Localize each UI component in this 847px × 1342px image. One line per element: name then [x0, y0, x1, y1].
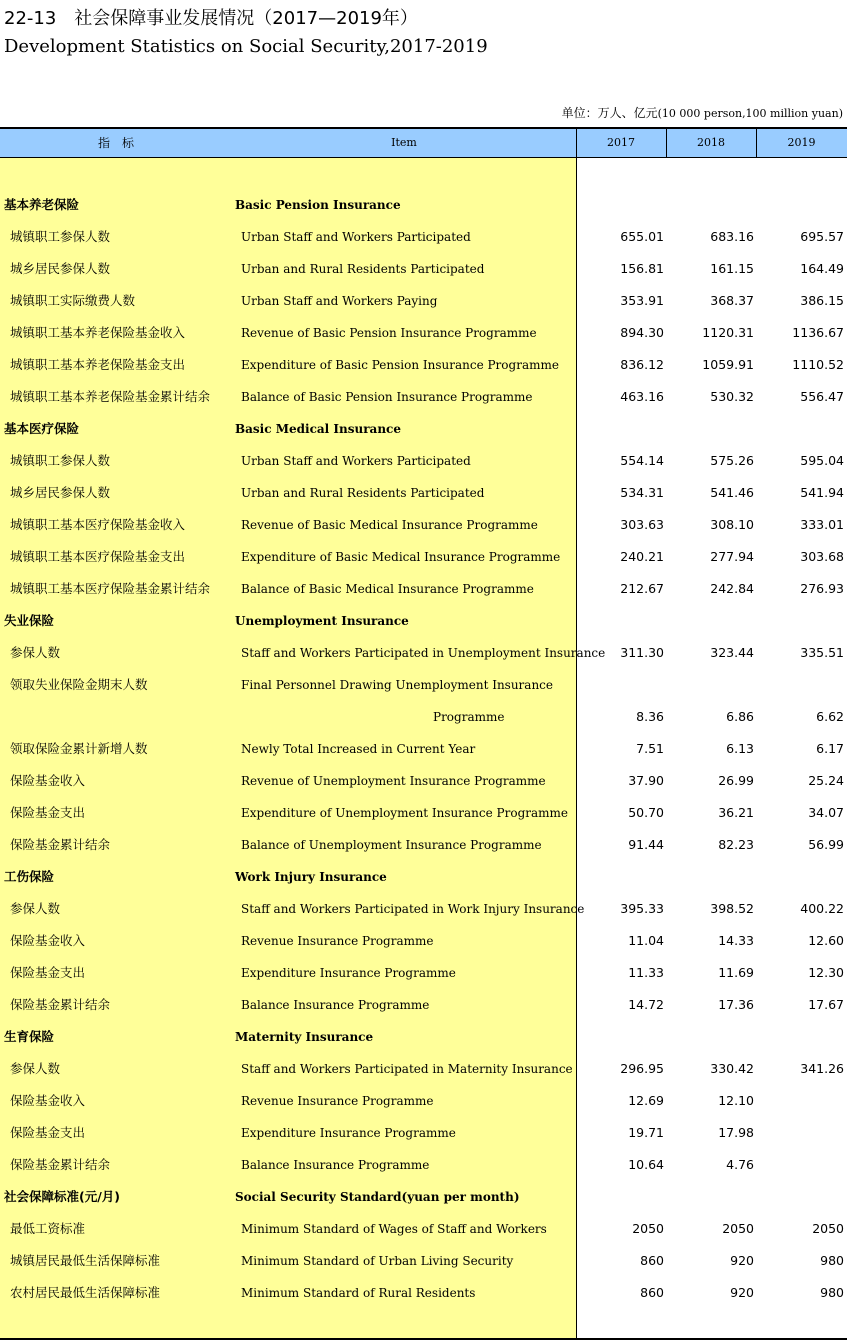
value-2019: 6.17 [816, 741, 844, 756]
section-label-zh: 生育保险 [4, 1029, 55, 1044]
table-row [0, 989, 847, 1021]
row-label-en: Final Personnel Drawing Unemployment Insurance [241, 678, 553, 692]
value-2019 [764, 861, 844, 893]
row-label-zh: 城乡居民参保人数 [10, 261, 111, 276]
value-2017: 353.91 [620, 293, 664, 308]
section-label-zh: 工伤保险 [4, 869, 55, 884]
value-2019: 12.60 [808, 933, 844, 948]
table-row [0, 1277, 847, 1309]
value-2017 [584, 189, 664, 221]
row-label-zh: 农村居民最低生活保障标准 [10, 1285, 161, 1300]
value-2018 [674, 861, 754, 893]
row-label-en: Expenditure of Basic Medical Insurance Programme [241, 550, 561, 564]
row-label-en: Staff and Workers Participated in Maternity Insurance [241, 1062, 573, 1076]
value-2019: 695.57 [800, 229, 844, 244]
row-label-zh: 城镇职工参保人数 [10, 229, 111, 244]
row-label-en: Balance Insurance Programme [241, 1158, 430, 1172]
value-2017: 303.63 [620, 517, 664, 532]
header-year-2019: 2019 [787, 136, 816, 149]
header-year-2017: 2017 [607, 136, 635, 149]
value-2019: 17.67 [808, 997, 844, 1012]
row-label-en: Revenue Insurance Programme [241, 1094, 434, 1108]
value-2019: 1110.52 [792, 357, 844, 372]
row-label-zh: 城镇职工参保人数 [10, 453, 111, 468]
value-2018: 12.10 [718, 1093, 754, 1108]
header-indicator: 指 标 [97, 136, 134, 150]
value-2018: 277.94 [710, 549, 754, 564]
row-label-zh: 保险基金收入 [10, 773, 86, 788]
value-2018: 26.99 [718, 773, 754, 788]
value-2018: 82.23 [718, 837, 754, 852]
table-row [0, 349, 847, 381]
row-label-zh: 领取保险金累计新增人数 [10, 741, 148, 756]
statistics-table [0, 127, 847, 1340]
section-label-en: Unemployment Insurance [235, 614, 409, 628]
row-label-en: Urban Staff and Workers Participated [241, 454, 471, 468]
row-label-zh: 参保人数 [10, 1061, 61, 1076]
value-2019 [764, 1181, 844, 1213]
value-2018 [674, 1181, 754, 1213]
row-label-en: Expenditure Insurance Programme [241, 966, 456, 980]
value-2017: 212.67 [620, 581, 664, 596]
section-row [0, 861, 847, 893]
table-row [0, 1245, 847, 1277]
value-2017: 395.33 [620, 901, 664, 916]
row-label-en: Urban and Rural Residents Participated [241, 486, 485, 500]
table-row [0, 893, 847, 925]
table-row [0, 317, 847, 349]
table-row [0, 797, 847, 829]
value-2018: 330.42 [710, 1061, 754, 1076]
value-2019: 556.47 [800, 389, 844, 404]
row-label-zh: 参保人数 [10, 645, 61, 660]
value-2017: 7.51 [636, 741, 664, 756]
section-label-zh: 失业保险 [4, 613, 55, 628]
header-item: Item [391, 136, 417, 149]
value-2018: 323.44 [710, 645, 754, 660]
table-title-en: Development Statistics on Social Security,2017-2019 [4, 36, 488, 57]
value-2017 [584, 669, 664, 701]
value-2018: 1120.31 [702, 325, 754, 340]
row-label-zh: 领取失业保险金期末人数 [10, 677, 148, 692]
value-2019 [764, 1117, 844, 1149]
value-2017 [584, 605, 664, 637]
row-label-en: Expenditure of Basic Pension Insurance Programme [241, 358, 559, 372]
value-2017 [584, 861, 664, 893]
row-label-zh: 城镇居民最低生活保障标准 [10, 1253, 161, 1268]
row-label-zh: 保险基金累计结余 [10, 837, 111, 852]
value-2018: 920 [730, 1285, 754, 1300]
value-2019: 333.01 [800, 517, 844, 532]
section-row [0, 1021, 847, 1053]
value-2019: 34.07 [808, 805, 844, 820]
table-row [0, 253, 847, 285]
value-2018: 17.36 [718, 997, 754, 1012]
value-2018: 1059.91 [702, 357, 754, 372]
value-2017: 860 [640, 1285, 664, 1300]
row-label-zh: 保险基金支出 [10, 1125, 86, 1140]
value-2019: 6.62 [816, 709, 844, 724]
row-label-zh: 城镇职工基本医疗保险基金支出 [10, 549, 186, 564]
value-2018 [674, 669, 754, 701]
section-label-zh: 基本医疗保险 [4, 421, 80, 436]
row-label-en: Programme [433, 710, 505, 724]
table-row [0, 669, 847, 701]
value-2017 [584, 413, 664, 445]
row-label-en: Revenue of Basic Pension Insurance Programme [241, 326, 537, 340]
value-2018: 11.69 [718, 965, 754, 980]
value-2017: 12.69 [628, 1093, 664, 1108]
value-2017: 554.14 [620, 453, 664, 468]
value-2018: 575.26 [710, 453, 754, 468]
row-label-en: Minimum Standard of Urban Living Security [241, 1254, 514, 1268]
value-2018: 308.10 [710, 517, 754, 532]
section-row [0, 413, 847, 445]
value-2018: 6.86 [726, 709, 754, 724]
unit-note-en: (10 000 person,100 million yuan) [657, 107, 843, 120]
table-row [0, 381, 847, 413]
row-label-zh: 城镇职工基本养老保险基金累计结余 [10, 389, 211, 404]
value-2019: 541.94 [800, 485, 844, 500]
value-2019: 400.22 [800, 901, 844, 916]
row-label-en: Minimum Standard of Rural Residents [241, 1286, 476, 1300]
row-label-zh: 城镇职工基本养老保险基金收入 [10, 325, 186, 340]
row-label-en: Staff and Workers Participated in Unemployment Insurance [241, 646, 606, 660]
value-2018: 683.16 [710, 229, 754, 244]
value-2018: 541.46 [710, 485, 754, 500]
value-2017: 11.33 [628, 965, 664, 980]
row-label-zh: 最低工资标准 [10, 1221, 86, 1236]
table-row [0, 285, 847, 317]
value-2017: 91.44 [628, 837, 664, 852]
row-label-en: Balance of Basic Pension Insurance Programme [241, 390, 533, 404]
unit-note-zh: 单位：万人、亿元 [561, 106, 658, 120]
value-2019 [764, 1021, 844, 1053]
value-2018: 368.37 [710, 293, 754, 308]
table-row [0, 541, 847, 573]
row-label-en: Newly Total Increased in Current Year [241, 742, 476, 756]
value-2019: 56.99 [808, 837, 844, 852]
value-2019: 164.49 [800, 261, 844, 276]
value-2019 [764, 189, 844, 221]
value-2019: 335.51 [800, 645, 844, 660]
unit-note [562, 104, 843, 121]
table-row [0, 701, 847, 733]
value-2018: 161.15 [710, 261, 754, 276]
table-row [0, 509, 847, 541]
table-row [0, 1213, 847, 1245]
table-row [0, 573, 847, 605]
value-2019: 276.93 [800, 581, 844, 596]
row-label-zh: 保险基金累计结余 [10, 997, 111, 1012]
row-label-en: Balance of Basic Medical Insurance Programme [241, 582, 534, 596]
header-year-2018: 2018 [697, 136, 725, 149]
value-2017: 2050 [632, 1221, 664, 1236]
value-2018: 2050 [722, 1221, 754, 1236]
value-2019: 2050 [812, 1221, 844, 1236]
row-label-en: Urban Staff and Workers Participated [241, 230, 471, 244]
table-row [0, 637, 847, 669]
row-label-zh: 城镇职工基本养老保险基金支出 [10, 357, 186, 372]
value-2019: 980 [820, 1253, 844, 1268]
section-row [0, 1181, 847, 1213]
section-label-en: Maternity Insurance [235, 1030, 374, 1044]
value-2018: 4.76 [726, 1157, 754, 1172]
value-2017: 156.81 [620, 261, 664, 276]
value-2019: 386.15 [800, 293, 844, 308]
value-2019: 12.30 [808, 965, 844, 980]
value-2017: 296.95 [620, 1061, 664, 1076]
table-header [0, 129, 847, 158]
section-label-en: Basic Pension Insurance [235, 198, 401, 212]
row-label-en: Balance Insurance Programme [241, 998, 430, 1012]
row-label-zh: 保险基金支出 [10, 805, 86, 820]
value-2017: 463.16 [620, 389, 664, 404]
table-row [0, 829, 847, 861]
value-2018: 17.98 [718, 1125, 754, 1140]
row-label-zh: 城镇职工实际缴费人数 [10, 293, 136, 308]
table-row [0, 957, 847, 989]
section-label-en: Work Injury Insurance [235, 870, 387, 884]
section-row [0, 605, 847, 637]
value-2018: 14.33 [718, 933, 754, 948]
section-label-zh: 社会保障标准(元/月) [4, 1189, 120, 1204]
value-2017: 8.36 [636, 709, 664, 724]
value-2017: 19.71 [628, 1125, 664, 1140]
value-2019: 595.04 [800, 453, 844, 468]
row-label-en: Balance of Unemployment Insurance Programme [241, 838, 542, 852]
value-2018: 920 [730, 1253, 754, 1268]
row-label-zh: 参保人数 [10, 901, 61, 916]
header-divider [756, 129, 757, 158]
value-2017: 894.30 [620, 325, 664, 340]
value-2019: 25.24 [808, 773, 844, 788]
table-row [0, 221, 847, 253]
value-2017: 534.31 [620, 485, 664, 500]
section-label-zh: 基本养老保险 [4, 197, 80, 212]
value-2018: 6.13 [726, 741, 754, 756]
value-2019: 303.68 [800, 549, 844, 564]
value-2019 [764, 1085, 844, 1117]
table-row [0, 925, 847, 957]
section-label-en: Social Security Standard(yuan per month) [235, 1190, 520, 1204]
value-2017: 14.72 [628, 997, 664, 1012]
table-row [0, 765, 847, 797]
value-2017: 37.90 [628, 773, 664, 788]
table-row [0, 477, 847, 509]
value-2018: 36.21 [718, 805, 754, 820]
value-2019: 980 [820, 1285, 844, 1300]
table-row [0, 1053, 847, 1085]
table-row [0, 1085, 847, 1117]
value-2019 [764, 669, 844, 701]
section-row [0, 189, 847, 221]
table-row [0, 1117, 847, 1149]
row-label-zh: 城乡居民参保人数 [10, 485, 111, 500]
value-2018: 530.32 [710, 389, 754, 404]
table-title-zh: 22-13 社会保障事业发展情况（2017—2019年） [4, 8, 418, 29]
row-label-zh: 保险基金收入 [10, 1093, 86, 1108]
row-label-zh: 保险基金支出 [10, 965, 86, 980]
value-2017: 240.21 [620, 549, 664, 564]
value-2019 [764, 605, 844, 637]
value-2017: 311.30 [620, 645, 664, 660]
row-label-en: Revenue Insurance Programme [241, 934, 434, 948]
table-row [0, 445, 847, 477]
header-divider [666, 129, 667, 158]
row-label-zh: 保险基金收入 [10, 933, 86, 948]
table-row [0, 733, 847, 765]
value-2017: 836.12 [620, 357, 664, 372]
value-2017 [584, 1181, 664, 1213]
row-label-en: Urban Staff and Workers Paying [241, 294, 438, 308]
section-label-en: Basic Medical Insurance [235, 422, 401, 436]
value-2017: 10.64 [628, 1157, 664, 1172]
row-label-en: Expenditure of Unemployment Insurance Programme [241, 806, 569, 820]
value-2017: 860 [640, 1253, 664, 1268]
row-label-zh: 城镇职工基本医疗保险基金累计结余 [10, 581, 211, 596]
value-2019: 341.26 [800, 1061, 844, 1076]
table-bottom-rule [0, 1338, 847, 1340]
value-2018 [674, 413, 754, 445]
value-2017: 11.04 [628, 933, 664, 948]
row-label-zh: 保险基金累计结余 [10, 1157, 111, 1172]
row-label-en: Revenue of Unemployment Insurance Programme [241, 774, 546, 788]
value-2019: 1136.67 [792, 325, 844, 340]
row-label-en: Revenue of Basic Medical Insurance Programme [241, 518, 538, 532]
value-2019 [764, 413, 844, 445]
value-2019 [764, 1149, 844, 1181]
row-label-zh: 城镇职工基本医疗保险基金收入 [10, 517, 186, 532]
value-2018 [674, 189, 754, 221]
row-label-en: Staff and Workers Participated in Work Injury Insurance [241, 902, 585, 916]
row-label-en: Urban and Rural Residents Participated [241, 262, 485, 276]
value-2018 [674, 1021, 754, 1053]
value-2017: 50.70 [628, 805, 664, 820]
value-2017 [584, 1021, 664, 1053]
row-label-en: Expenditure Insurance Programme [241, 1126, 456, 1140]
value-2018 [674, 605, 754, 637]
value-2018: 242.84 [710, 581, 754, 596]
value-2018: 398.52 [710, 901, 754, 916]
table-row [0, 1149, 847, 1181]
value-2017: 655.01 [620, 229, 664, 244]
row-label-en: Minimum Standard of Wages of Staff and Workers [241, 1222, 547, 1236]
